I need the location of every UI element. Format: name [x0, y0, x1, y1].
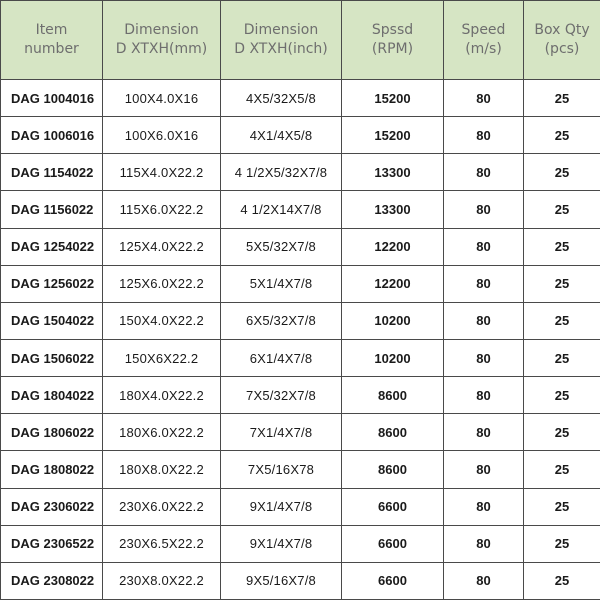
header-line: Box Qty — [534, 22, 590, 38]
cell-item-number: DAG 1804022 — [1, 377, 103, 414]
header-line: (pcs) — [544, 41, 580, 57]
cell-rpm: 12200 — [342, 228, 444, 265]
cell-dimension-inch: 4 1/2X14X7/8 — [221, 191, 342, 228]
cell-item-number: DAG 2306022 — [1, 488, 103, 525]
cell-dimension-mm: 100X6.0X16 — [103, 117, 221, 154]
cell-box-qty: 25 — [524, 265, 600, 302]
cell-dimension-inch: 6X5/32X7/8 — [221, 302, 342, 339]
header-line: Dimension — [124, 22, 199, 38]
cell-item-number: DAG 1006016 — [1, 117, 103, 154]
cell-box-qty: 25 — [524, 562, 600, 599]
cell-box-qty: 25 — [524, 154, 600, 191]
header-speed — [444, 1, 524, 80]
table-row — [1, 414, 600, 451]
cell-rpm: 13300 — [342, 191, 444, 228]
cell-dimension-inch: 5X5/32X7/8 — [221, 228, 342, 265]
table-row — [1, 525, 600, 562]
cell-rpm: 8600 — [342, 414, 444, 451]
header-line: (m/s) — [465, 41, 502, 57]
cell-item-number: DAG 1506022 — [1, 339, 103, 376]
header-line: number — [24, 41, 79, 57]
cell-dimension-mm: 150X6X22.2 — [103, 339, 221, 376]
cell-dimension-inch: 9X1/4X7/8 — [221, 488, 342, 525]
header-line: (RPM) — [371, 41, 414, 57]
cell-speed: 80 — [444, 377, 524, 414]
cell-item-number: DAG 1256022 — [1, 265, 103, 302]
cell-item-number: DAG 1156022 — [1, 191, 103, 228]
cell-rpm: 12200 — [342, 265, 444, 302]
header-line: D XTXH(mm) — [115, 41, 208, 57]
cell-box-qty: 25 — [524, 117, 600, 154]
cell-box-qty: 25 — [524, 191, 600, 228]
cell-dimension-inch: 4X5/32X5/8 — [221, 80, 342, 117]
cell-rpm: 6600 — [342, 525, 444, 562]
cell-dimension-mm: 125X4.0X22.2 — [103, 228, 221, 265]
table-row — [1, 377, 600, 414]
cell-item-number: DAG 2306522 — [1, 525, 103, 562]
cell-dimension-inch: 9X5/16X7/8 — [221, 562, 342, 599]
cell-speed: 80 — [444, 302, 524, 339]
cell-item-number: DAG 2308022 — [1, 562, 103, 599]
cell-rpm: 15200 — [342, 117, 444, 154]
cell-speed: 80 — [444, 154, 524, 191]
cell-box-qty: 25 — [524, 451, 600, 488]
cell-dimension-mm: 115X4.0X22.2 — [103, 154, 221, 191]
cell-item-number: DAG 1154022 — [1, 154, 103, 191]
cell-rpm: 15200 — [342, 80, 444, 117]
cell-speed: 80 — [444, 414, 524, 451]
header-line: D XTXH(inch) — [234, 41, 328, 57]
cell-dimension-inch: 4 1/2X5/32X7/8 — [221, 154, 342, 191]
cell-speed: 80 — [444, 265, 524, 302]
cell-item-number: DAG 1806022 — [1, 414, 103, 451]
table-row — [1, 302, 600, 339]
cell-rpm: 13300 — [342, 154, 444, 191]
table-row — [1, 154, 600, 191]
cell-speed: 80 — [444, 488, 524, 525]
cell-dimension-mm: 230X8.0X22.2 — [103, 562, 221, 599]
table-row — [1, 191, 600, 228]
cell-speed: 80 — [444, 80, 524, 117]
cell-dimension-mm: 230X6.0X22.2 — [103, 488, 221, 525]
table-row — [1, 265, 600, 302]
table-row — [1, 451, 600, 488]
cell-item-number: DAG 1808022 — [1, 451, 103, 488]
cell-dimension-mm: 100X4.0X16 — [103, 80, 221, 117]
cell-item-number: DAG 1254022 — [1, 228, 103, 265]
cell-rpm: 6600 — [342, 562, 444, 599]
cell-box-qty: 25 — [524, 414, 600, 451]
header-line: Speed — [461, 22, 506, 38]
cell-box-qty: 25 — [524, 488, 600, 525]
table-header — [1, 1, 600, 80]
cell-rpm: 10200 — [342, 302, 444, 339]
cell-item-number: DAG 1504022 — [1, 302, 103, 339]
cell-speed: 80 — [444, 525, 524, 562]
cell-box-qty: 25 — [524, 525, 600, 562]
cell-speed: 80 — [444, 451, 524, 488]
cell-rpm: 8600 — [342, 451, 444, 488]
cell-dimension-inch: 9X1/4X7/8 — [221, 525, 342, 562]
cell-rpm: 8600 — [342, 377, 444, 414]
cell-box-qty: 25 — [524, 377, 600, 414]
cell-box-qty: 25 — [524, 302, 600, 339]
cell-item-number: DAG 1004016 — [1, 80, 103, 117]
cell-speed: 80 — [444, 228, 524, 265]
cell-dimension-mm: 115X6.0X22.2 — [103, 191, 221, 228]
cell-dimension-inch: 5X1/4X7/8 — [221, 265, 342, 302]
cell-dimension-mm: 230X6.5X22.2 — [103, 525, 221, 562]
cell-dimension-mm: 180X6.0X22.2 — [103, 414, 221, 451]
cell-dimension-inch: 7X5/32X7/8 — [221, 377, 342, 414]
table-row — [1, 117, 600, 154]
cell-speed: 80 — [444, 339, 524, 376]
header-item-number — [1, 1, 103, 80]
cell-dimension-inch: 7X5/16X78 — [221, 451, 342, 488]
cell-rpm: 6600 — [342, 488, 444, 525]
header-row — [1, 1, 600, 80]
cell-box-qty: 25 — [524, 80, 600, 117]
cell-speed: 80 — [444, 117, 524, 154]
cell-dimension-inch: 4X1/4X5/8 — [221, 117, 342, 154]
table-row — [1, 228, 600, 265]
cell-box-qty: 25 — [524, 228, 600, 265]
cell-dimension-inch: 7X1/4X7/8 — [221, 414, 342, 451]
table-row — [1, 488, 600, 525]
header-line: Spssd — [371, 22, 414, 38]
cell-dimension-mm: 125X6.0X22.2 — [103, 265, 221, 302]
table-row — [1, 339, 600, 376]
cell-box-qty: 25 — [524, 339, 600, 376]
table-body — [1, 80, 600, 600]
cell-rpm: 10200 — [342, 339, 444, 376]
header-dimension-inch — [221, 1, 342, 80]
cell-dimension-mm: 180X8.0X22.2 — [103, 451, 221, 488]
header-dimension-mm — [103, 1, 221, 80]
header-line: Item — [35, 22, 68, 38]
cell-dimension-mm: 180X4.0X22.2 — [103, 377, 221, 414]
cell-dimension-inch: 6X1/4X7/8 — [221, 339, 342, 376]
header-line: Dimension — [243, 22, 319, 38]
table-row — [1, 562, 600, 599]
cell-speed: 80 — [444, 562, 524, 599]
header-rpm — [342, 1, 444, 80]
table-row — [1, 80, 600, 117]
cell-speed: 80 — [444, 191, 524, 228]
header-box-qty — [524, 1, 600, 80]
cell-dimension-mm: 150X4.0X22.2 — [103, 302, 221, 339]
